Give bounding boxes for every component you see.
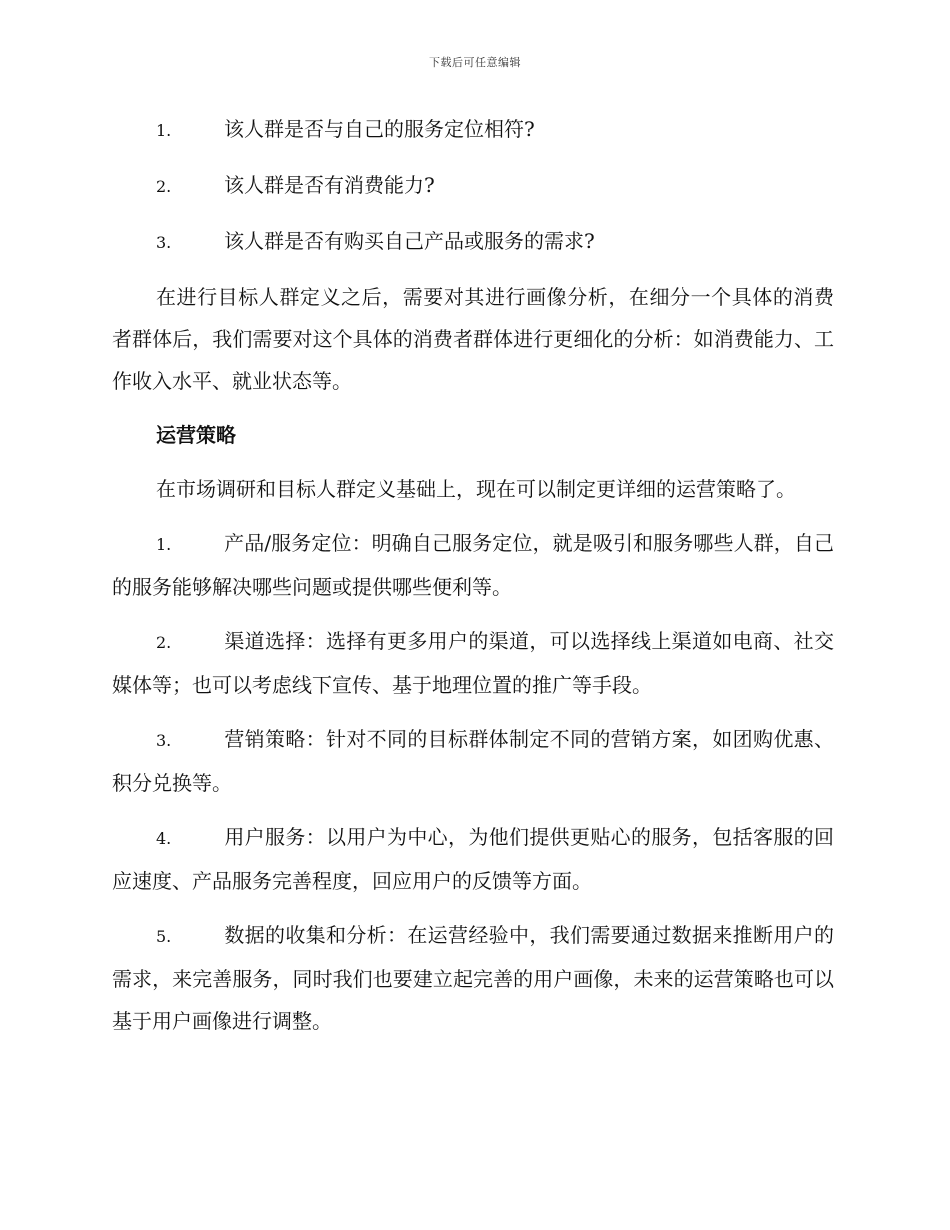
- list-item-text: 用户服务：以用户为中心，为他们提供更贴心的服务，包括客服的回应速度、产品服务完善程度，回应用户的反馈等方面。: [112, 825, 834, 893]
- list-number: 1.: [156, 535, 172, 554]
- list-number: 1.: [156, 121, 172, 140]
- document-body: [112, 108, 834, 1054]
- list-number: 2.: [156, 633, 172, 652]
- list-item-text: 该人群是否有消费能力?: [224, 173, 435, 197]
- list-item-text: 数据的收集和分析：在运营经验中，我们需要通过数据来推断用户的需求，来完善服务，同时我们也要建立起完善的用户画像，未来的运营策略也可以基于用户画像进行调整。: [112, 923, 834, 1033]
- strategy-item: [112, 816, 834, 902]
- list-item-text: 营销策略：针对不同的目标群体制定不同的营销方案，如团购优惠、积分兑换等。: [112, 727, 834, 795]
- strategy-item: [112, 718, 834, 804]
- list-item-text: 渠道选择：选择有更多用户的渠道，可以选择线上渠道如电商、社交媒体等；也可以考虑线下宣传、基于地理位置的推广等手段。: [112, 629, 834, 697]
- list-number: 3.: [156, 233, 172, 252]
- intro-paragraph: 在市场调研和目标人群定义基础上，现在可以制定更详细的运营策略了。: [156, 477, 796, 501]
- strategy-item: [112, 522, 834, 608]
- list-item-text: 该人群是否与自己的服务定位相符?: [224, 117, 535, 141]
- list-number: 4.: [156, 829, 172, 848]
- strategy-item: [112, 620, 834, 706]
- list-item-text: 该人群是否有购买自己产品或服务的需求?: [224, 229, 595, 253]
- question-item: [112, 108, 834, 152]
- list-number: 3.: [156, 731, 172, 750]
- question-item: [112, 220, 834, 264]
- page-header: 下载后可任意编辑: [429, 56, 521, 69]
- list-item-text: 产品/服务定位：明确自己服务定位，就是吸引和服务哪些人群，自己的服务能够解决哪些问题或提供哪些便利等。: [112, 531, 834, 599]
- section-heading: 运营策略: [156, 423, 236, 447]
- strategy-item: [112, 914, 834, 1042]
- question-item: [112, 164, 834, 208]
- list-number: 2.: [156, 177, 172, 196]
- list-number: 5.: [156, 927, 172, 946]
- persona-paragraph: 在进行目标人群定义之后，需要对其进行画像分析，在细分一个具体的消费者群体后，我们需要对这个具体的消费者群体进行更细化的分析：如消费能力、工作收入水平、就业状态等。: [112, 285, 834, 393]
